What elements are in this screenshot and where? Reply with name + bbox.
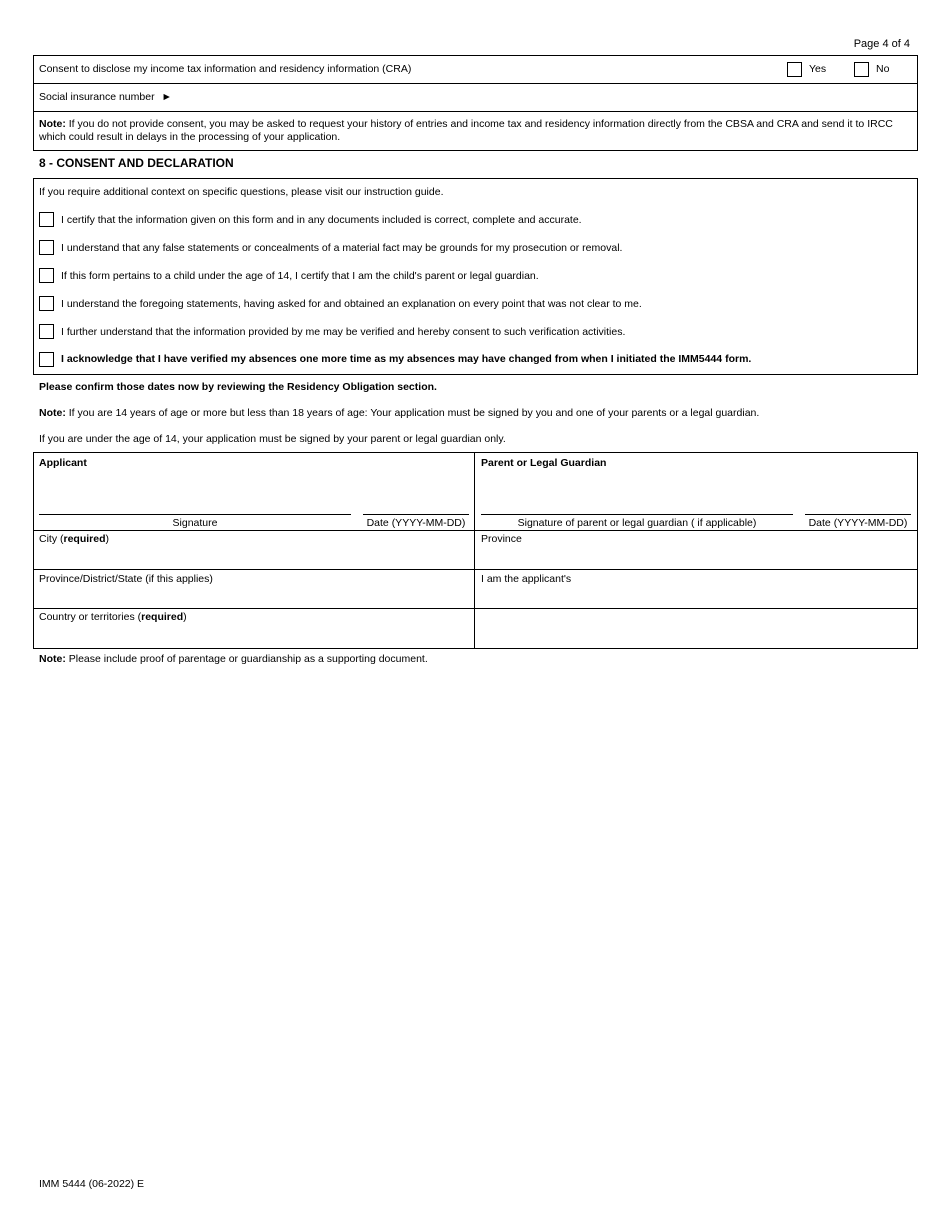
signature-label: Signature xyxy=(172,517,218,529)
applicant-signature-field[interactable] xyxy=(39,470,351,514)
country-label xyxy=(39,611,187,624)
declaration-checkbox[interactable] xyxy=(39,240,54,255)
declaration-text: I understand that any false statements or concealments of a material fact may be grounds for my prosecution or removal. xyxy=(61,242,623,254)
city-label-close: ) xyxy=(105,533,110,545)
guardian-heading: Parent or Legal Guardian xyxy=(481,457,607,469)
proof-note xyxy=(39,653,428,666)
consent-no-checkbox[interactable] xyxy=(854,62,869,77)
declaration-checkbox[interactable] xyxy=(39,212,54,227)
declaration-text: If this form pertains to a child under the age of 14, I certify that I am the child's parent or legal guardian. xyxy=(61,270,539,282)
note-label: Note: xyxy=(39,407,66,419)
country-label-close: ) xyxy=(183,611,187,623)
empty-cell xyxy=(481,611,911,645)
required-marker: required xyxy=(141,611,184,623)
sin-label: Social insurance number xyxy=(39,91,155,103)
declaration-text: I acknowledge that I have verified my absences one more time as my absences may have changed from when I initiated the IMM5444 form. xyxy=(61,353,752,365)
confirm-dates-text: Please confirm those dates now by reviewing the Residency Obligation section. xyxy=(39,381,437,393)
province-district-label: Province/District/State (if this applies) xyxy=(39,573,213,585)
declaration-text: I understand the foregoing statements, having asked for and obtained an explanation on every point that was not clear to me. xyxy=(61,298,642,310)
declaration-text: I certify that the information given on this form and in any documents included is correct, complete and accurate. xyxy=(61,214,582,226)
declaration-checkbox[interactable] xyxy=(39,296,54,311)
note-label: Note: xyxy=(39,118,66,130)
province-label: Province xyxy=(481,533,522,545)
country-input[interactable] xyxy=(39,625,469,645)
date-line xyxy=(363,514,469,515)
applicant-relation-input[interactable] xyxy=(481,587,911,607)
signature-line xyxy=(39,514,351,515)
guardian-signature-label: Signature of parent or legal guardian ( if applicable) xyxy=(517,517,757,529)
date-line xyxy=(805,514,911,515)
form-code: IMM 5444 (06-2022) E xyxy=(39,1178,145,1190)
guardian-signature-field[interactable] xyxy=(481,470,793,514)
province-district-input[interactable] xyxy=(39,587,469,607)
applicant-heading: Applicant xyxy=(39,457,87,469)
guardian-date-field[interactable] xyxy=(805,470,911,514)
signature-line xyxy=(481,514,793,515)
note-text: If you are 14 years of age or more but less than 18 years of age: Your application must be signed by you and one of your parents or a legal guardian. xyxy=(65,407,760,419)
under-14-text: If you are under the age of 14, your application must be signed by your parent or legal guardian only. xyxy=(39,433,506,445)
declaration-checkbox[interactable] xyxy=(39,352,54,367)
divider xyxy=(33,530,918,531)
arrow-right-icon: ► xyxy=(161,91,172,103)
note-label: Note: xyxy=(39,653,66,665)
sin-field[interactable] xyxy=(39,91,172,104)
date-label: Date (YYYY-MM-DD) xyxy=(366,517,466,529)
required-marker: required xyxy=(63,533,106,545)
applicant-date-field[interactable] xyxy=(363,470,469,514)
applicant-relation-label: I am the applicant's xyxy=(481,573,572,585)
consent-yes-label: Yes xyxy=(809,63,827,75)
note-text: Please include proof of parentage or guardianship as a supporting document. xyxy=(65,653,428,665)
consent-cra-label: Consent to disclose my income tax information and residency information (CRA) xyxy=(39,63,412,75)
page-number: Page 4 of 4 xyxy=(853,38,910,50)
province-input[interactable] xyxy=(481,547,911,567)
column-divider xyxy=(474,452,475,649)
country-label-text: Country or territories ( xyxy=(39,611,142,623)
declaration-checkbox[interactable] xyxy=(39,324,54,339)
note-text: If you do not provide consent, you may be asked to request your history of entries and income tax and residency information directly from the CBSA and CRA and send it to IRCC which could result in delays in the processing of your application. xyxy=(39,118,893,143)
divider xyxy=(33,608,918,609)
section-title: 8 - CONSENT AND DECLARATION xyxy=(39,156,234,170)
city-label xyxy=(39,533,109,546)
city-input[interactable] xyxy=(39,547,469,567)
declaration-text: I further understand that the information provided by me may be verified and hereby consent to such verification activities. xyxy=(61,326,626,338)
divider xyxy=(33,569,918,570)
consent-yes-checkbox[interactable] xyxy=(787,62,802,77)
divider xyxy=(33,111,918,112)
age-note xyxy=(39,407,759,420)
declaration-checkbox[interactable] xyxy=(39,268,54,283)
guardian-date-label: Date (YYYY-MM-DD) xyxy=(808,517,908,529)
section-intro: If you require additional context on specific questions, please visit our instruction guide. xyxy=(39,186,444,198)
consent-no-label: No xyxy=(876,63,890,75)
city-label-text: City ( xyxy=(39,533,64,545)
consent-note xyxy=(39,118,911,144)
divider xyxy=(33,83,918,84)
